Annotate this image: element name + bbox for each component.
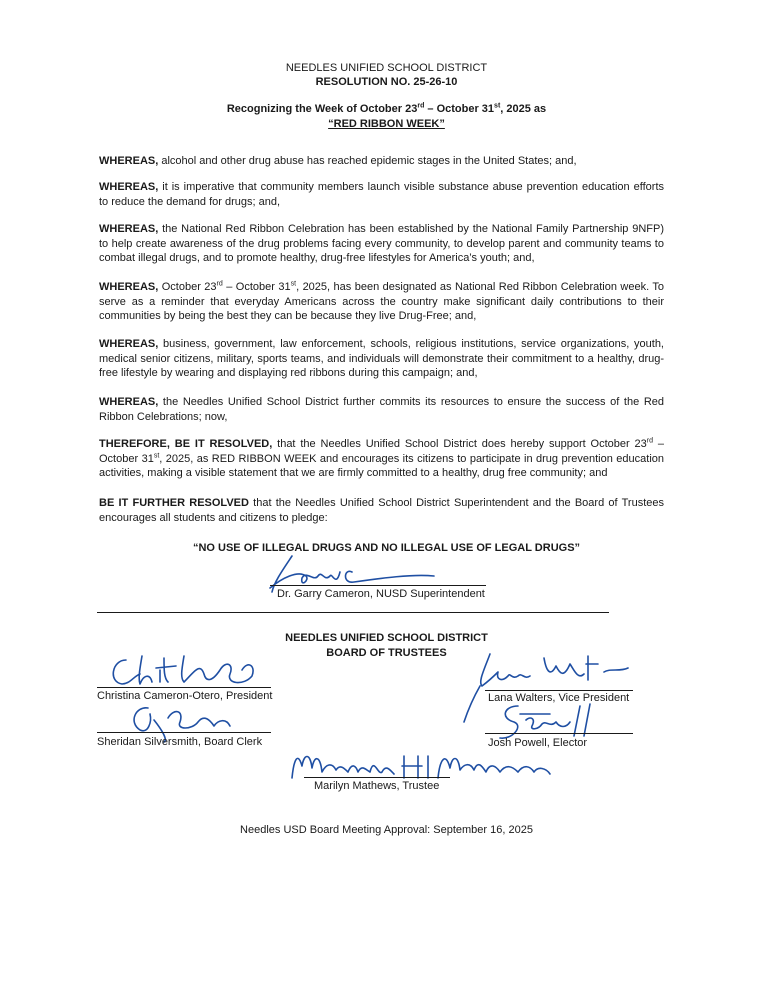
board-heading-trustees: BOARD OF TRUSTEES [326, 647, 447, 659]
district-name: NEEDLES UNIFIED SCHOOL DISTRICT [285, 62, 488, 74]
resolution-subtitle: “RED RIBBON WEEK” [328, 118, 445, 130]
board-heading-district: NEEDLES UNIFIED SCHOOL DISTRICT [285, 632, 488, 644]
whereas-paragraph-5: WHEREAS, business, government, law enforcement, schools, religious institutions, service organizations, youth, medical senior citizens, military, sports teams, and individuals will demonstrate their commitment to a healthy, drug-free lifestyle by wearing and displaying red ribbons during this campaign; and, [99, 338, 664, 379]
trustee-signature-line [304, 777, 450, 778]
elector-name: Josh Powell, Elector [488, 737, 588, 749]
section-divider [97, 612, 609, 613]
elector-signature-line [485, 733, 633, 734]
president-name: Christina Cameron-Otero, President [97, 690, 273, 702]
whereas-paragraph-6: WHEREAS, the Needles Unified School District further commits its resources to ensure the success of the Red Ribbon Celebrations; now, [99, 396, 664, 423]
clerk-signature-line [97, 732, 271, 733]
vice-president-name: Lana Walters, Vice President [488, 692, 630, 704]
clerk-name: Sheridan Silversmith, Board Clerk [97, 736, 263, 748]
whereas-paragraph-1: WHEREAS, alcohol and other drug abuse has reached epidemic stages in the United States; and, [99, 155, 577, 167]
approval-footer: Needles USD Board Meeting Approval: September 16, 2025 [240, 824, 533, 836]
resolution-number: RESOLUTION NO. 25-26-10 [315, 76, 458, 88]
president-signature [104, 652, 274, 692]
further-resolved-paragraph: BE IT FURTHER RESOLVED that the Needles Unified School District Superintendent and the Board of Trustees encourages all students and citizens to pledge: [99, 497, 664, 524]
pledge-text: “NO USE OF ILLEGAL DRUGS AND NO ILLEGAL USE OF LEGAL DRUGS” [192, 542, 581, 554]
whereas-paragraph-2: WHEREAS, it is imperative that community members launch visible substance abuse prevention education efforts to reduce the demand for drugs; and, [99, 181, 664, 208]
whereas-paragraph-4: WHEREAS, October 23rd – October 31st, 2025, has been designated as National Red Ribbon Celebration week. To serve as a reminder that everyday Americans across the country make significant daily contributions to their communities by being the best they can be because they live Drug-Free; and, [99, 280, 665, 322]
trustee-name: Marilyn Mathews, Trustee [314, 780, 440, 792]
president-signature-line [97, 687, 271, 688]
vice-president-signature-line [485, 690, 633, 691]
superintendent-signature-line [270, 585, 486, 586]
superintendent-name: Dr. Garry Cameron, NUSD Superintendent [277, 588, 485, 600]
resolved-paragraph: THEREFORE, BE IT RESOLVED, that the Needles Unified School District does hereby support October 23rd – October 31st, 2025, as RED RIBBON WEEK and encourages its citizens to participate in drug prevention education activities, making a visible statement that we are firmly committed to a healthy, drug free community; and [99, 437, 664, 479]
whereas-paragraph-3: WHEREAS, the National Red Ribbon Celebration has been established by the National Family Partnership 9NFP) to help create awareness of the drug problems facing every community, to develop parent and community teams to combat illegal drugs, and to promote healthy, drug-free lifestyles for America’s youth; and, [99, 223, 664, 264]
resolution-title: Recognizing the Week of October 23rd – October 31st, 2025 as [226, 102, 547, 115]
